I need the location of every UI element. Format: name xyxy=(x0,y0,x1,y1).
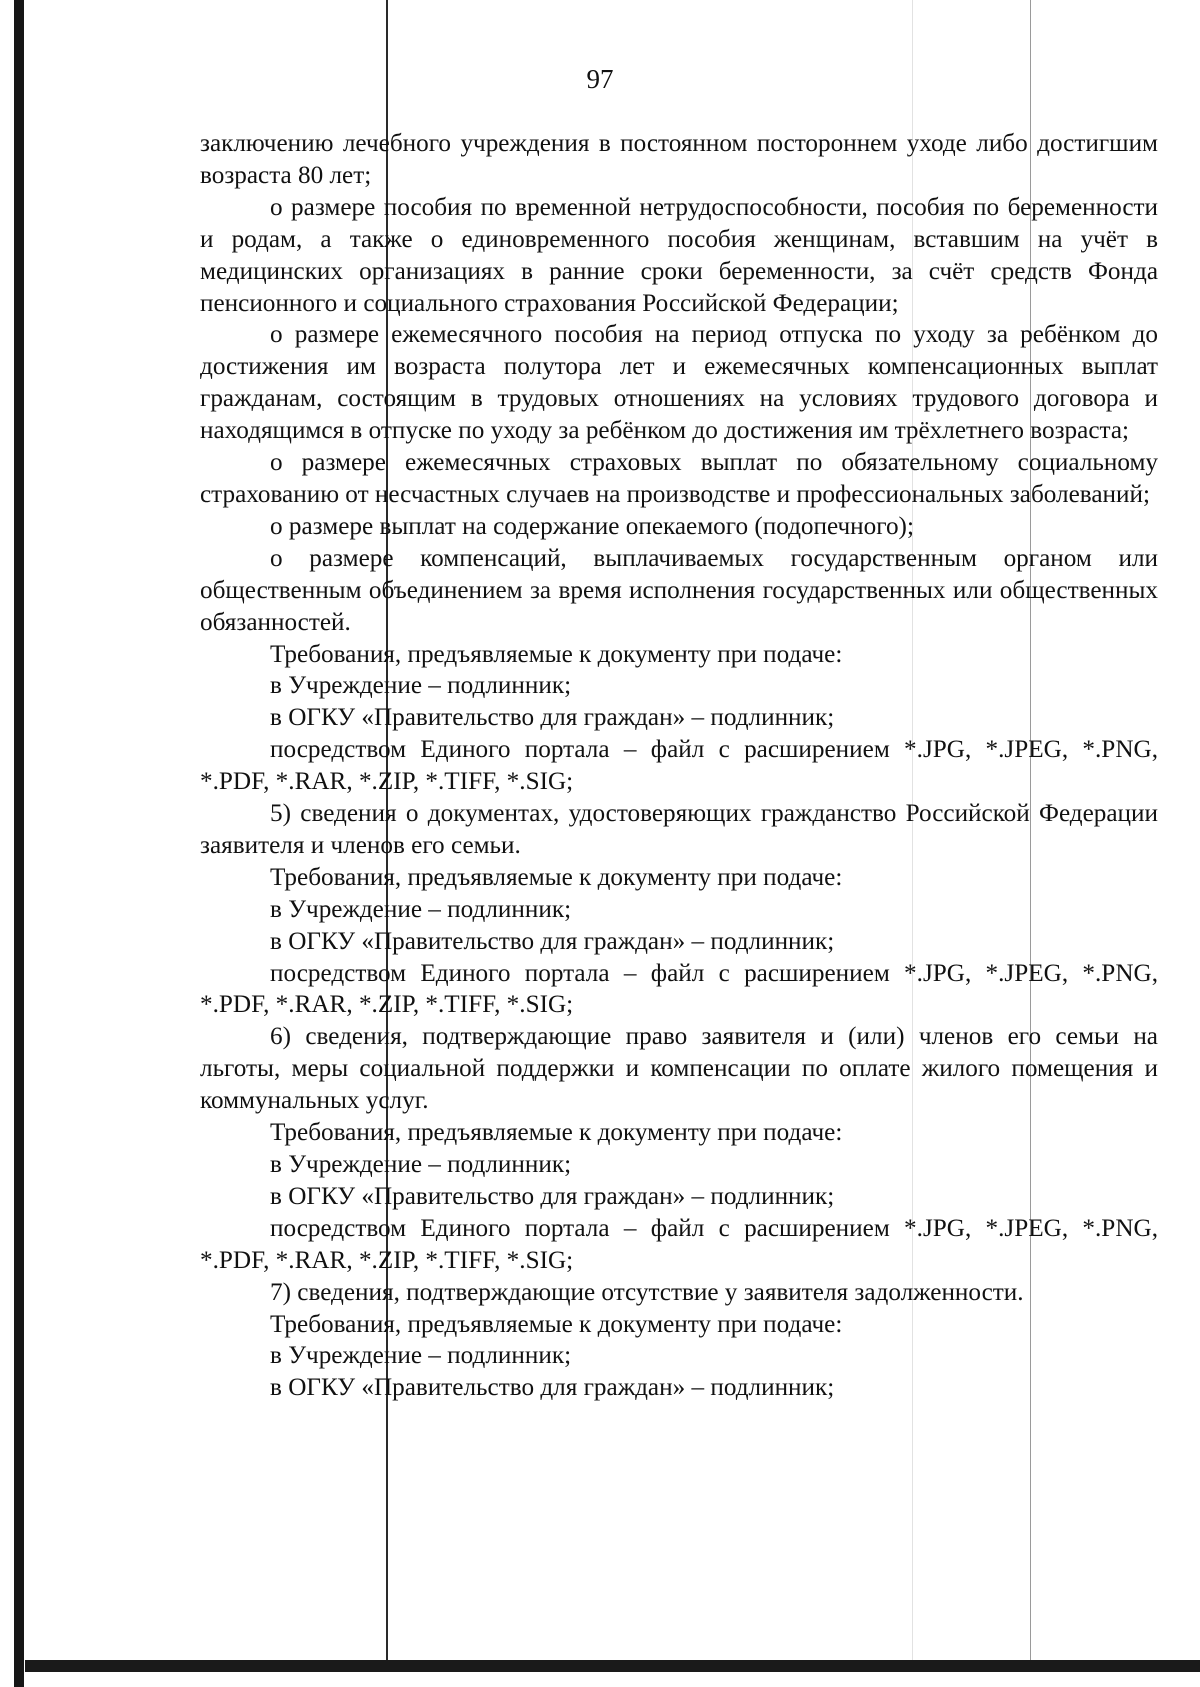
paragraph: о размере пособия по временной нетрудоспособности, пособия по беременности и родам, а также о единовременного пособия женщинам, вставшим на учёт в медицинских организациях в ранние сроки беременности, за счёт средств Фонда пенсионного и социального страхования Российской Федерации; xyxy=(200,193,1158,317)
paragraph: о размере ежемесячного пособия на период отпуска по уходу за ребёнком до достижения им возраста полутора лет и ежемесячных компенсационных выплат гражданам, состоящим в трудовых отношениях на условиях трудового договора и находящимся в отпуске по уходу за ребёнком до достижения им трёхлетнего возраста; xyxy=(200,321,1158,445)
document-body xyxy=(200,128,1158,1404)
paragraph: Требования, предъявляемые к документу при подаче: xyxy=(270,863,843,891)
paragraph: в ОГКУ «Правительство для граждан» – подлинник; xyxy=(270,1374,835,1402)
paragraph: в ОГКУ «Правительство для граждан» – подлинник; xyxy=(270,927,835,955)
paragraph: в Учреждение – подлинник; xyxy=(270,895,572,923)
paragraph: 6) сведения, подтверждающие право заявителя и (или) членов его семьи на льготы, меры социальной поддержки и компенсации по оплате жилого помещения и коммунальных услуг. xyxy=(200,1023,1158,1115)
paragraph: о размере выплат на содержание опекаемого (подопечного); xyxy=(270,512,914,540)
paragraph: Требования, предъявляемые к документу при подаче: xyxy=(270,640,843,668)
page-number: 97 xyxy=(586,64,614,94)
paragraph: заключению лечебного учреждения в постоянном постороннем уходе либо достигшим возраста 80 лет; xyxy=(200,130,1158,189)
paragraph: посредством Единого портала – файл с расширением *.JPG, *.JPEG, *.PNG, *.PDF, *.RAR, *.ZIP, *.TIFF, *.SIG; xyxy=(200,959,1158,1019)
paragraph: Требования, предъявляемые к документу при подаче: xyxy=(270,1119,843,1147)
paragraph: в ОГКУ «Правительство для граждан» – подлинник; xyxy=(270,1182,835,1210)
paragraph: Требования, предъявляемые к документу при подаче: xyxy=(270,1310,843,1338)
paragraph: посредством Единого портала – файл с расширением *.JPG, *.JPEG, *.PNG, *.PDF, *.RAR, *.ZIP, *.TIFF, *.SIG; xyxy=(200,736,1158,796)
scan-edge-left-bar xyxy=(14,0,24,1687)
paragraph: о размере ежемесячных страховых выплат по обязательному социальному страхованию от несчастных случаев на производстве и профессиональных заболеваний; xyxy=(200,449,1158,508)
paragraph: в ОГКУ «Правительство для граждан» – подлинник; xyxy=(270,704,835,732)
paragraph: в Учреждение – подлинник; xyxy=(270,672,572,700)
paragraph: в Учреждение – подлинник; xyxy=(270,1151,572,1178)
paragraph: в Учреждение – подлинник; xyxy=(270,1342,572,1370)
paragraph: посредством Единого портала – файл с расширением *.JPG, *.JPEG, *.PNG, *.PDF, *.RAR, *.ZIP, *.TIFF, *.SIG; xyxy=(200,1214,1158,1274)
scan-edge-bottom-bar xyxy=(25,1660,1200,1672)
paragraph: о размере компенсаций, выплачиваемых государственным органом или общественным объединением за время исполнения государственных или общественных обязанностей. xyxy=(200,544,1158,636)
paragraph: 7) сведения, подтверждающие отсутствие у заявителя задолженности. xyxy=(270,1278,1024,1306)
paragraph: 5) сведения о документах, удостоверяющих гражданство Российской Федерации заявителя и членов его семьи. xyxy=(200,800,1158,859)
